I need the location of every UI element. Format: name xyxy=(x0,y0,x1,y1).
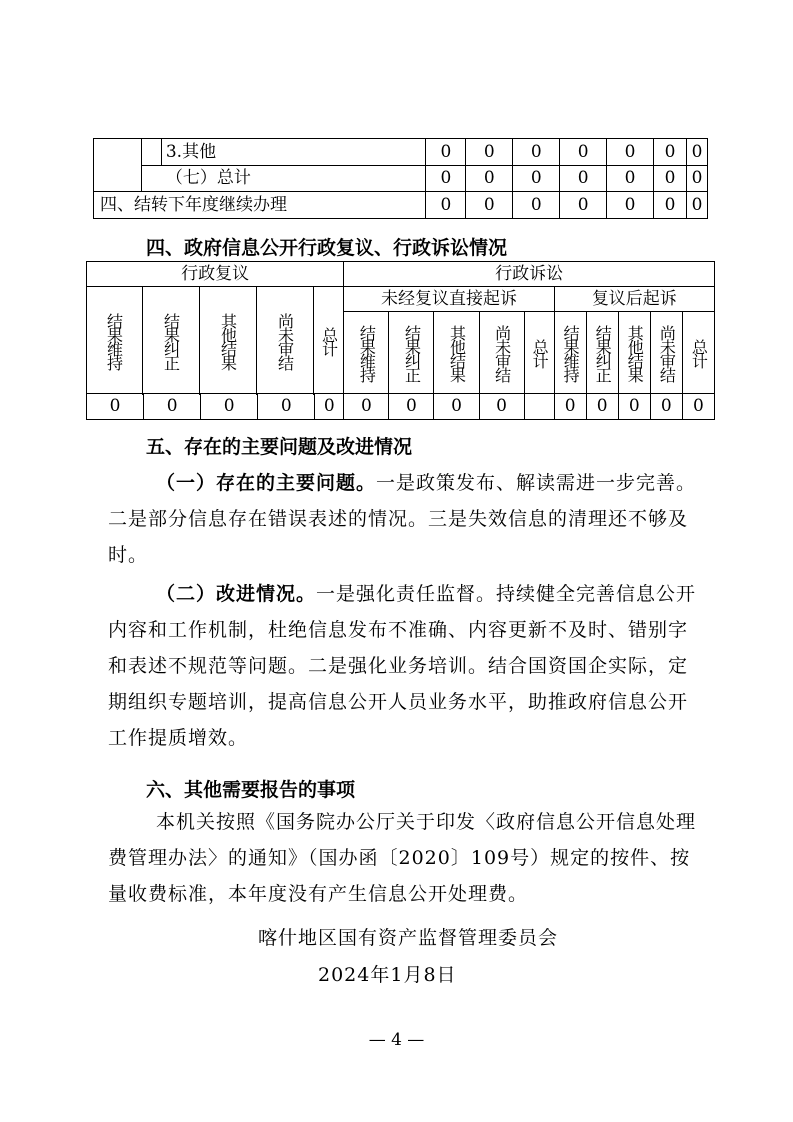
section5-heading: 五、存在的主要问题及改进情况 xyxy=(146,436,413,458)
p1-text: 一是政策发布、解读需进一步完善。二是部分信息存在错误表述的情况。三是失效信息的清理还不够及时。 xyxy=(108,472,697,566)
p2-text: 一是强化责任监督。持续健全完善信息公开内容和工作机制，杜绝信息发布不准确、内容更新不及时、错别字和表述不规范等问题。二是强化业务培训。结合国资国企实际，定期组织专题培训，提高信息公开人员业务水平，助推政府信息公开工作提质增效。 xyxy=(108,583,697,749)
review-header: 行政复议 xyxy=(87,262,344,287)
section4-heading: 四、政府信息公开行政复议、行政诉讼情况 xyxy=(146,237,508,259)
table-row: 0 0 0 0 0 0 0 0 0 0 0 0 0 0 xyxy=(87,394,715,420)
section6-heading: 六、其他需要报告的事项 xyxy=(146,779,356,801)
row-label: （七）总计 xyxy=(141,166,426,192)
after-review-header: 复议后起诉 xyxy=(554,287,714,312)
row-label: 四、结转下年度继续办理 xyxy=(94,192,426,219)
signature-org: 喀什地区国有资产监督管理委员会 xyxy=(258,927,559,949)
page-number: — 4 — xyxy=(368,1030,425,1050)
section6-paragraph: 本机关按照《国务院办公厅关于印发〈政府信息公开信息处理费管理办法〉的通知》（国办函〔2020〕109号）规定的按件、按量收费标准，本年度没有产生信息公开处理费。 xyxy=(108,811,697,905)
table-row: 四、结转下年度继续办理 0 0 0 0 0 0 0 xyxy=(94,192,708,219)
signature-date: 2024年1月8日 xyxy=(318,964,457,986)
review-label-grid: 结果维持 结果纠正 其他结果 尚未审结 总计 xyxy=(86,287,344,395)
p2-title: （二）改进情况。 xyxy=(156,583,317,605)
review-litigation-table: 行政复议 行政诉讼 未经复议直接起诉 复议后起诉 结果维持 结果纠正 其他结果 尚未审结 总计 结果维持 结果纠正 其他结果 尚未审结 总计 0 0 0 0 0 0 0 0 0 0 0 0 0 0 xyxy=(86,261,715,420)
row-label: 3.其他 xyxy=(161,139,426,166)
litigation-header: 行政诉讼 xyxy=(344,262,715,287)
top-table xyxy=(93,138,708,219)
table-row: 3.其他 0 0 0 0 0 0 0 xyxy=(94,139,708,166)
p1-title: （一）存在的主要问题。 xyxy=(156,472,377,494)
section5-paragraph-2 xyxy=(108,576,702,756)
section5-paragraph-1 xyxy=(108,465,702,573)
direct-header: 未经复议直接起诉 xyxy=(344,287,554,312)
table-row: （七）总计 0 0 0 0 0 0 0 xyxy=(94,166,708,192)
